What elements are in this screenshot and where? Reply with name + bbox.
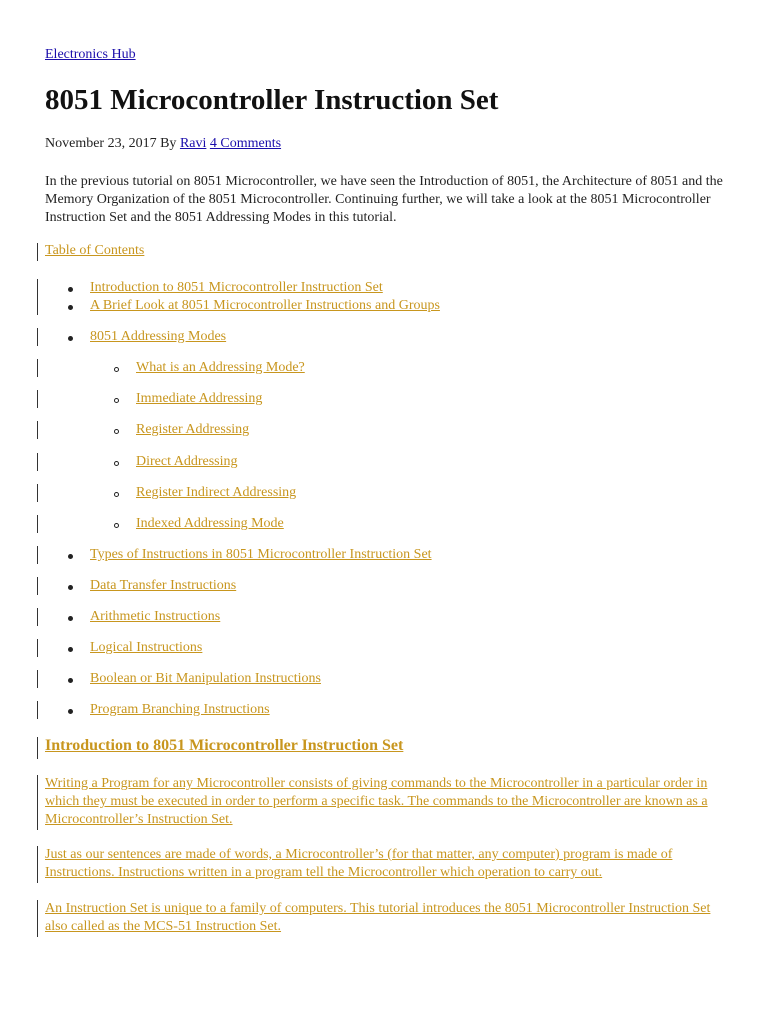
quote-bar bbox=[37, 421, 38, 439]
circle-bullet-icon bbox=[114, 492, 119, 497]
bullet-icon bbox=[68, 678, 73, 683]
toc-item-register[interactable]: Register Addressing bbox=[136, 422, 250, 437]
circle-bullet-icon bbox=[114, 461, 119, 466]
quote-bar bbox=[37, 546, 38, 564]
bullet-icon bbox=[68, 585, 73, 590]
toc-item-intro[interactable]: Introduction to 8051 Microcontroller Instruction Set bbox=[90, 280, 383, 295]
circle-bullet-icon bbox=[114, 398, 119, 403]
bullet-icon bbox=[68, 287, 73, 292]
bullet-icon bbox=[68, 647, 73, 652]
circle-bullet-icon bbox=[114, 367, 119, 372]
bullet-icon bbox=[68, 336, 73, 341]
paragraph-link[interactable]: Writing a Program for any Microcontroller consists of giving commands to the Microcontroller in a particular order in which they must be executed in order to perform a specific task. The commands to the Microcontroller are known as a Microcontroller’s Instruction Set. bbox=[45, 776, 708, 827]
quote-bar bbox=[37, 639, 38, 657]
comments-link[interactable]: 4 Comments bbox=[209, 136, 282, 151]
quote-bar bbox=[37, 608, 38, 626]
section-heading-link[interactable]: Introduction to 8051 Microcontroller Instruction Set bbox=[45, 737, 404, 754]
quote-bar bbox=[37, 737, 38, 759]
toc-item-arithmetic[interactable]: Arithmetic Instructions bbox=[90, 609, 221, 624]
quote-bar bbox=[37, 670, 38, 688]
quote-bar bbox=[37, 328, 38, 346]
page-title: 8051 Microcontroller Instruction Set bbox=[45, 84, 499, 116]
toc-item-immediate[interactable]: Immediate Addressing bbox=[136, 391, 263, 406]
toc-item-boolean[interactable]: Boolean or Bit Manipulation Instructions bbox=[90, 671, 321, 686]
section-paragraph bbox=[45, 900, 725, 936]
section-paragraph bbox=[45, 846, 725, 882]
quote-bar bbox=[37, 701, 38, 719]
quote-bar bbox=[37, 484, 38, 502]
circle-bullet-icon bbox=[114, 523, 119, 528]
toc-item-indexed[interactable]: Indexed Addressing Mode bbox=[136, 516, 284, 531]
quote-bar bbox=[37, 900, 38, 937]
site-name-link[interactable]: Electronics Hub bbox=[45, 47, 136, 62]
quote-bar bbox=[37, 243, 38, 261]
paragraph-link[interactable]: Just as our sentences are made of words, a Microcontroller’s (for that matter, any computer) program is made of Instructions. Instructions written in a program tell the Microcontroller which operation to carry out. bbox=[45, 847, 673, 880]
bullet-icon bbox=[68, 709, 73, 714]
toc-item-register-indirect[interactable]: Register Indirect Addressing bbox=[136, 485, 297, 500]
toc-item-branching[interactable]: Program Branching Instructions bbox=[90, 702, 270, 717]
toc-item-types[interactable]: Types of Instructions in 8051 Microcontroller Instruction Set bbox=[90, 547, 432, 562]
bullet-icon bbox=[68, 305, 73, 310]
paragraph-link[interactable]: An Instruction Set is unique to a family of computers. This tutorial introduces the 8051 Microcontroller Instruction Set also called as the MCS-51 Instruction Set. bbox=[45, 901, 711, 934]
section-heading bbox=[45, 737, 403, 755]
bullet-icon bbox=[68, 616, 73, 621]
toc-item-direct[interactable]: Direct Addressing bbox=[136, 454, 238, 469]
toc-item-what-is-addressing[interactable]: What is an Addressing Mode? bbox=[136, 360, 305, 375]
by-label: By bbox=[160, 136, 177, 151]
post-meta bbox=[45, 136, 281, 152]
quote-bar bbox=[37, 279, 38, 315]
toc-item-data-transfer[interactable]: Data Transfer Instructions bbox=[90, 578, 237, 593]
toc-item-logical[interactable]: Logical Instructions bbox=[90, 640, 203, 655]
post-date: November 23, 2017 bbox=[45, 136, 157, 151]
quote-bar bbox=[37, 390, 38, 408]
toc-item-addressing-modes[interactable]: 8051 Addressing Modes bbox=[90, 329, 227, 344]
circle-bullet-icon bbox=[114, 429, 119, 434]
toc-title-link[interactable]: Table of Contents bbox=[45, 243, 145, 258]
quote-bar bbox=[37, 453, 38, 471]
quote-bar bbox=[37, 846, 38, 883]
bullet-icon bbox=[68, 554, 73, 559]
quote-bar bbox=[37, 359, 38, 377]
section-paragraph bbox=[45, 775, 725, 829]
toc-item-brief-look[interactable]: A Brief Look at 8051 Microcontroller Instructions and Groups bbox=[90, 298, 440, 313]
quote-bar bbox=[37, 515, 38, 533]
author-link[interactable]: Ravi bbox=[179, 136, 207, 151]
intro-paragraph: In the previous tutorial on 8051 Microcontroller, we have seen the Introduction of 8051, the Architecture of 8051 and the Memory Organization of the 8051 Microcontroller. Continuing further, we will take a look at the 8051 Microcontroller Instruction Set and the 8051 Addressing Modes in this tutorial. bbox=[45, 174, 723, 225]
quote-bar bbox=[37, 775, 38, 830]
quote-bar bbox=[37, 577, 38, 595]
